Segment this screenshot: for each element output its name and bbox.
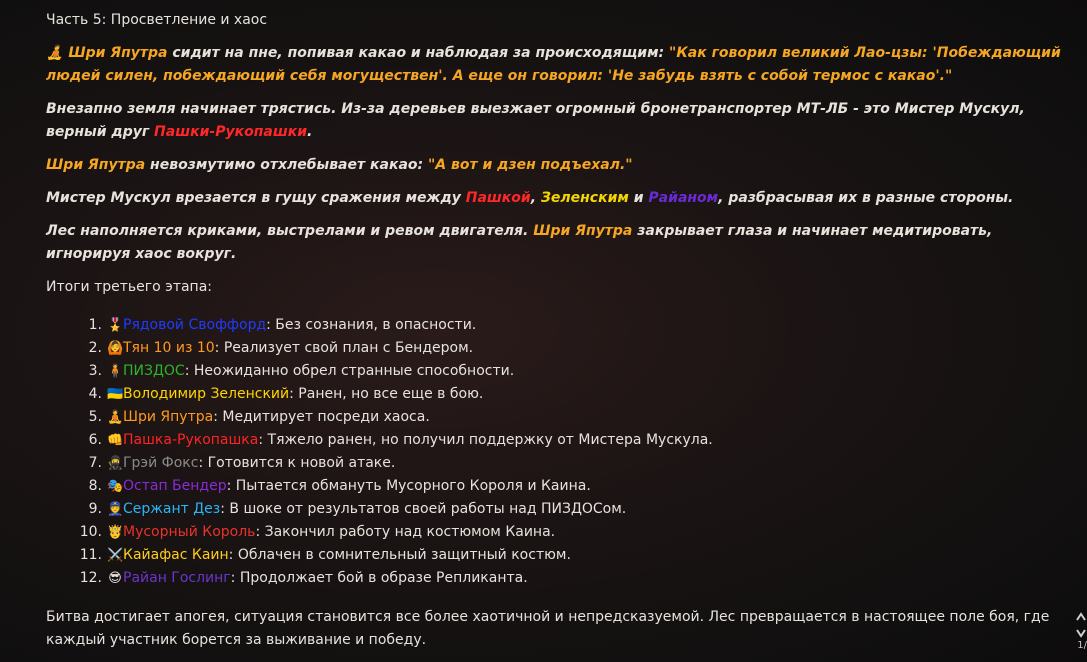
- character-name: Кайафас Каин: [123, 547, 229, 563]
- item-number: 5.: [88, 409, 102, 425]
- character-emoji-icon: 🎭: [107, 479, 124, 494]
- character-status: : Медитирует посреди хаоса.: [213, 409, 430, 425]
- character-emoji-icon: 🥷: [107, 456, 124, 471]
- result-item: [68, 360, 713, 383]
- character-emoji-icon: 🎖️: [107, 318, 124, 333]
- item-number: 8.: [88, 478, 102, 494]
- item-number: 9.: [88, 501, 102, 517]
- character-name: Рядовой Своффорд: [123, 317, 267, 333]
- character-status: : Закончил работу над костюмом Каина.: [255, 524, 556, 540]
- character-status: : Реализует свой план с Бендером.: [214, 340, 474, 356]
- separator: ,: [530, 190, 541, 206]
- character-name: Володимир Зеленский: [123, 386, 290, 402]
- item-number: 4.: [88, 386, 102, 402]
- result-item: [68, 383, 713, 406]
- paragraph-text: невозмутимо отхлебывает какао:: [145, 157, 428, 173]
- result-item: [68, 544, 713, 567]
- paragraph-2: [46, 98, 1066, 144]
- character-status: : Продолжает бой в образе Репликанта.: [230, 570, 528, 586]
- character-name: Шри Япутра: [123, 409, 214, 425]
- character-emoji-icon: 👊: [107, 433, 124, 448]
- result-item: [68, 337, 713, 360]
- result-item: [68, 521, 713, 544]
- paragraph-1: [46, 42, 1066, 88]
- punctuation: .: [307, 124, 313, 140]
- page-indicator: 1/: [1077, 640, 1087, 651]
- section-title: Часть 5: Просветление и хаос: [46, 12, 268, 28]
- character-emoji-icon: 🙆: [107, 341, 124, 356]
- character-name: Райан Гослинг: [123, 570, 231, 586]
- separator: и: [628, 190, 649, 206]
- paragraph-text: Внезапно земля начинает трястись. Из-за деревьев выезжает огромный бронетранспортер МТ-ЛБ - это Мистер Мускул, верный друг: [46, 101, 1025, 140]
- character-name: Сержант Дез: [123, 501, 221, 517]
- character-status: : Тяжело ранен, но получил поддержку от Мистера Мускула.: [258, 432, 713, 448]
- character-name: Грэй Фокс: [123, 455, 199, 471]
- paragraph-text: сидит на пне, попивая какао и наблюдая за происходящим:: [167, 45, 670, 61]
- character-status: : В шоке от результатов своей работы над ПИЗДОСом.: [220, 501, 627, 517]
- character-name: ПИЗДОС: [123, 363, 185, 379]
- paragraph-text: Лес наполняется криками, выстрелами и ревом двигателя.: [46, 223, 534, 239]
- result-item: [68, 452, 713, 475]
- character-name: Пашкой: [465, 190, 531, 206]
- item-number: 6.: [88, 432, 102, 448]
- character-name: Шри Япутра: [68, 45, 168, 61]
- result-item: [68, 429, 713, 452]
- results-title: Итоги третьего этапа:: [46, 279, 213, 295]
- result-item: [68, 567, 713, 590]
- paragraph-5: [46, 220, 1066, 266]
- character-emoji-icon: 🤴: [107, 525, 124, 540]
- paragraph-text: закрывает глаза и начинает медитировать, игнорируя хаос вокруг.: [46, 223, 993, 262]
- character-status: : Без сознания, в опасности.: [266, 317, 477, 333]
- paragraph-3: [46, 154, 1066, 177]
- character-name: Зеленским: [540, 190, 629, 206]
- item-number: 10.: [79, 524, 102, 540]
- paragraph-4: [46, 187, 1066, 210]
- result-item: [68, 475, 713, 498]
- character-name: Пашки-Рукопашки: [154, 124, 308, 140]
- item-number: 2.: [88, 340, 102, 356]
- character-name: Мусорный Король: [123, 524, 256, 540]
- character-emoji-icon: 🧍: [107, 364, 124, 379]
- chevron-icon: [1075, 610, 1087, 640]
- result-item: [68, 406, 713, 429]
- character-status: : Пытается обмануть Мусорного Короля и Каина.: [226, 478, 591, 494]
- emoji: 🧘: [46, 45, 64, 61]
- character-emoji-icon: ⚔️: [107, 548, 124, 563]
- result-item: [68, 498, 713, 521]
- character-name: Шри Япутра: [46, 157, 146, 173]
- item-number: 1.: [88, 317, 102, 333]
- character-name: Райаном: [648, 190, 719, 206]
- character-status: : Готовится к новой атаке.: [198, 455, 396, 471]
- closing-paragraph: Битва достигает апогея, ситуация становится все более хаотичной и непредсказуемой. Лес превращается в настоящее поле боя, где каждый участник борется за выживание и победу.: [46, 609, 1050, 648]
- character-status: : Облачен в сомнительный защитный костюм.: [228, 547, 571, 563]
- character-emoji-icon: 🇺🇦: [107, 387, 124, 402]
- character-emoji-icon: 😎: [108, 571, 122, 586]
- character-name: Шри Япутра: [533, 223, 633, 239]
- character-name: Пашка-Рукопашка: [123, 432, 259, 448]
- item-number: 3.: [88, 363, 102, 379]
- character-name: Остап Бендер: [123, 478, 227, 494]
- character-name: Тян 10 из 10: [123, 340, 215, 356]
- paragraph-text: , разбрасывая их в разные стороны.: [718, 190, 1014, 206]
- quote-text: "А вот и дзен подъехал.": [427, 157, 633, 173]
- item-number: 12.: [79, 570, 102, 586]
- item-number: 7.: [88, 455, 102, 471]
- character-status: : Неожиданно обрел странные способности.: [184, 363, 515, 379]
- character-emoji-icon: 👮: [107, 502, 124, 517]
- result-item: [68, 314, 713, 337]
- item-number: 11.: [79, 547, 102, 563]
- paragraph-text: Мистер Мускул врезается в гущу сражения между: [46, 190, 466, 206]
- character-status: : Ранен, но все еще в бою.: [289, 386, 484, 402]
- quote-text: "Как говорил великий Лао-цзы: 'Побеждающий людей силен, побеждающий себя могуществен'. А еще он говорил: 'Не забудь взять с собой термос с какао'.": [46, 45, 1061, 84]
- results-list: [68, 314, 713, 590]
- character-emoji-icon: 🧘: [107, 410, 124, 425]
